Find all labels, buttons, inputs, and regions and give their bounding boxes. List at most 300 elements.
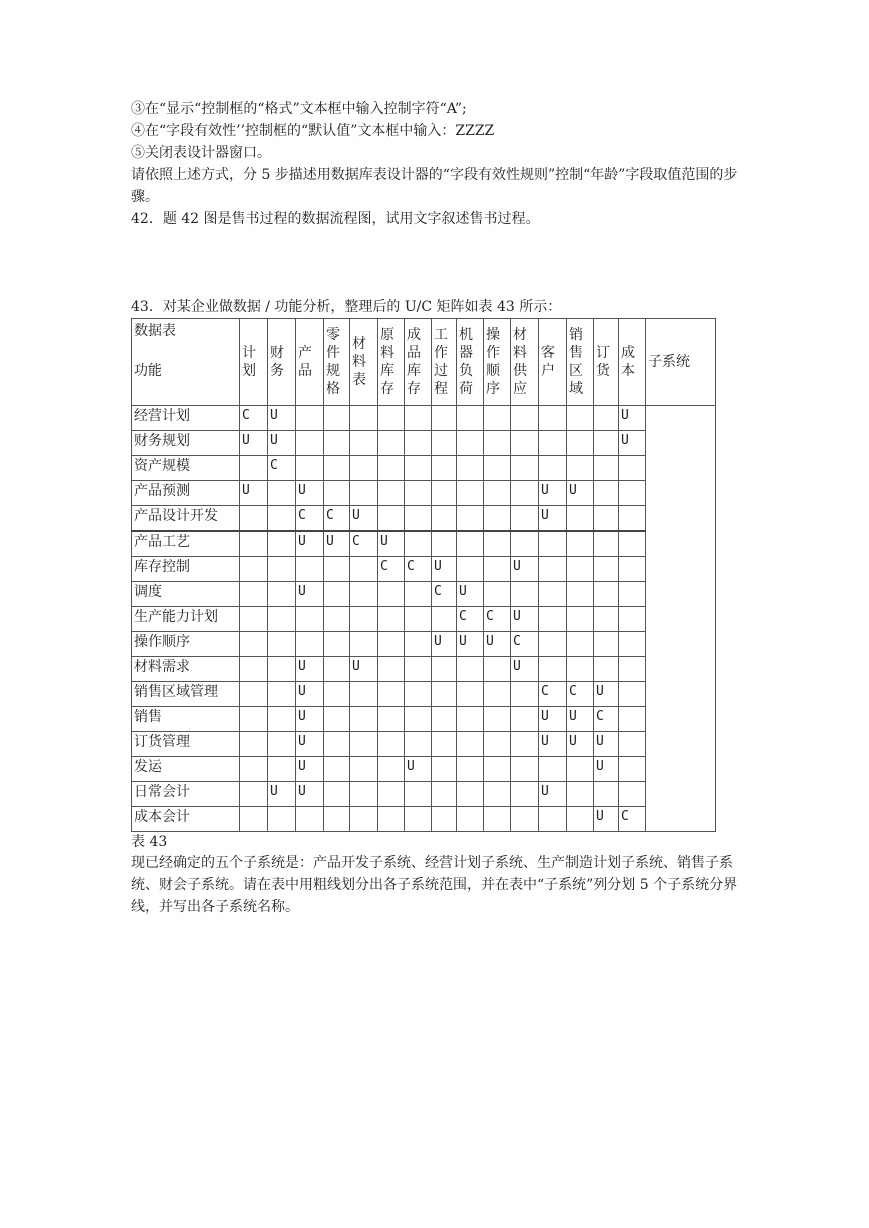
uc-cell — [567, 557, 594, 582]
column-header — [457, 319, 484, 406]
uc-cell — [378, 657, 405, 682]
uc-cell: C — [378, 557, 405, 582]
uc-cell — [457, 506, 484, 532]
uc-cell — [268, 807, 296, 832]
uc-cell — [594, 557, 619, 582]
uc-cell — [432, 757, 457, 782]
uc-cell — [378, 757, 405, 782]
uc-cell — [457, 707, 484, 732]
uc-cell — [350, 807, 378, 832]
column-header — [324, 319, 350, 406]
table-row — [132, 481, 716, 506]
uc-cell: C — [619, 807, 646, 832]
uc-cell: U — [567, 732, 594, 757]
uc-cell — [324, 632, 350, 657]
table-row — [132, 582, 716, 607]
uc-cell — [240, 707, 268, 732]
uc-cell: C — [539, 682, 567, 707]
uc-cell: U — [619, 406, 646, 431]
uc-cell — [268, 481, 296, 506]
uc-cell — [324, 707, 350, 732]
document-page — [131, 98, 751, 918]
uc-cell — [350, 782, 378, 807]
function-name-cell: 调度 — [132, 582, 240, 607]
uc-cell — [539, 531, 567, 557]
uc-cell — [378, 506, 405, 532]
uc-cell — [350, 557, 378, 582]
uc-cell — [457, 807, 484, 832]
uc-cell: C — [405, 557, 432, 582]
column-header — [268, 319, 296, 406]
table-header-row — [132, 319, 716, 406]
uc-cell — [511, 582, 539, 607]
uc-cell — [567, 531, 594, 557]
table-row — [132, 406, 716, 431]
uc-matrix-table — [131, 318, 716, 832]
uc-cell: U — [594, 757, 619, 782]
uc-cell — [296, 607, 324, 632]
uc-cell — [619, 782, 646, 807]
uc-cell — [539, 557, 567, 582]
uc-cell: U — [240, 481, 268, 506]
uc-cell — [268, 757, 296, 782]
function-name-cell: 日常会计 — [132, 782, 240, 807]
uc-cell — [594, 506, 619, 532]
uc-cell — [484, 657, 511, 682]
uc-cell — [511, 406, 539, 431]
uc-cell: C — [240, 406, 268, 431]
uc-cell — [405, 707, 432, 732]
corner-bottom-label: 功能 — [134, 363, 162, 379]
step-5-line: ⑤关闭表设计器窗口。 — [131, 145, 271, 161]
uc-cell: U — [539, 506, 567, 532]
uc-cell — [484, 531, 511, 557]
uc-cell — [378, 431, 405, 456]
column-header — [378, 319, 405, 406]
spacer — [131, 230, 751, 296]
table-row — [132, 682, 716, 707]
column-header — [619, 319, 646, 406]
function-name-cell: 产品设计开发 — [132, 506, 240, 532]
uc-cell — [268, 632, 296, 657]
uc-cell: U — [539, 732, 567, 757]
uc-cell — [405, 682, 432, 707]
uc-cell — [324, 782, 350, 807]
uc-cell — [484, 682, 511, 707]
question-42: 42．题 42 图是售书过程的数据流程图，试用文字叙述售书过程。 — [131, 211, 540, 227]
uc-cell: U — [484, 632, 511, 657]
uc-cell: U — [457, 582, 484, 607]
function-name-cell: 订货管理 — [132, 732, 240, 757]
table-row — [132, 607, 716, 632]
uc-cell: U — [296, 481, 324, 506]
uc-cell — [405, 456, 432, 481]
column-header — [567, 319, 594, 406]
uc-cell — [324, 757, 350, 782]
question-43: 43．对某企业做数据 / 功能分析，整理后的 U/C 矩阵如表 43 所示： — [131, 299, 562, 315]
uc-cell — [296, 557, 324, 582]
uc-cell — [567, 431, 594, 456]
uc-cell: U — [567, 481, 594, 506]
uc-cell — [378, 707, 405, 732]
table-row — [132, 632, 716, 657]
uc-cell: U — [296, 682, 324, 707]
column-header-label: 销售区域 — [569, 327, 583, 397]
instruction-paragraph: 请依照上述方式，分 5 步描述用数据库表设计器的“字段有效性规则”控制“年龄”字段取值范围的步骤。 — [131, 167, 738, 205]
uc-cell — [484, 557, 511, 582]
uc-cell — [324, 557, 350, 582]
uc-cell — [350, 456, 378, 481]
uc-cell: C — [484, 607, 511, 632]
function-name-cell: 财务规划 — [132, 431, 240, 456]
uc-cell — [594, 782, 619, 807]
uc-cell — [432, 531, 457, 557]
uc-cell — [324, 607, 350, 632]
uc-cell — [619, 582, 646, 607]
uc-cell — [457, 431, 484, 456]
uc-cell — [240, 531, 268, 557]
uc-cell — [378, 481, 405, 506]
uc-cell — [268, 531, 296, 557]
uc-cell — [484, 732, 511, 757]
uc-cell — [567, 506, 594, 532]
uc-cell — [484, 506, 511, 532]
table-row — [132, 531, 716, 557]
function-name-cell: 产品工艺 — [132, 531, 240, 557]
uc-cell: C — [350, 531, 378, 557]
uc-cell — [457, 757, 484, 782]
uc-cell — [457, 481, 484, 506]
uc-cell: U — [594, 807, 619, 832]
uc-cell — [539, 757, 567, 782]
column-header — [240, 319, 268, 406]
function-name-cell: 成本会计 — [132, 807, 240, 832]
uc-cell — [457, 682, 484, 707]
uc-cell — [594, 431, 619, 456]
uc-cell: U — [619, 431, 646, 456]
uc-cell: U — [350, 506, 378, 532]
table-row — [132, 707, 716, 732]
uc-cell: U — [268, 431, 296, 456]
uc-cell — [594, 481, 619, 506]
uc-cell — [296, 632, 324, 657]
function-name-cell: 资产规模 — [132, 456, 240, 481]
uc-cell — [511, 531, 539, 557]
uc-cell — [511, 431, 539, 456]
uc-cell — [268, 682, 296, 707]
uc-cell: U — [594, 732, 619, 757]
uc-cell — [296, 406, 324, 431]
uc-cell — [539, 607, 567, 632]
uc-cell — [350, 431, 378, 456]
function-name-cell: 生产能力计划 — [132, 607, 240, 632]
column-header-label: 订货 — [596, 345, 610, 379]
uc-cell — [619, 732, 646, 757]
uc-cell — [378, 456, 405, 481]
uc-cell — [432, 682, 457, 707]
uc-cell — [240, 807, 268, 832]
uc-cell: C — [511, 632, 539, 657]
uc-cell — [324, 682, 350, 707]
uc-cell: U — [296, 707, 324, 732]
uc-cell — [350, 682, 378, 707]
uc-cell: C — [268, 456, 296, 481]
uc-cell: C — [594, 707, 619, 732]
uc-cell — [350, 607, 378, 632]
column-header-label: 财务 — [270, 345, 284, 379]
uc-cell — [405, 782, 432, 807]
uc-cell — [457, 456, 484, 481]
uc-cell — [594, 607, 619, 632]
table-row — [132, 557, 716, 582]
uc-cell — [405, 632, 432, 657]
uc-cell — [594, 632, 619, 657]
column-header — [539, 319, 567, 406]
column-header-label: 原料库存 — [380, 327, 394, 397]
uc-cell: U — [324, 531, 350, 557]
uc-cell — [240, 607, 268, 632]
uc-cell — [240, 506, 268, 532]
uc-cell — [539, 406, 567, 431]
uc-cell — [296, 807, 324, 832]
column-header-label: 材料供应 — [513, 327, 527, 397]
uc-cell: U — [268, 406, 296, 431]
uc-cell — [457, 732, 484, 757]
uc-cell — [324, 406, 350, 431]
uc-cell — [432, 657, 457, 682]
uc-cell — [240, 682, 268, 707]
column-header-label: 操作顺序 — [486, 327, 500, 397]
column-header-label: 机器负荷 — [459, 327, 473, 397]
uc-cell: U — [240, 431, 268, 456]
column-header-label: 计划 — [242, 345, 256, 379]
uc-cell — [405, 732, 432, 757]
function-name-cell: 发运 — [132, 757, 240, 782]
uc-cell — [405, 431, 432, 456]
uc-cell — [619, 506, 646, 532]
uc-cell — [511, 481, 539, 506]
table-row — [132, 807, 716, 832]
step-4-line: ④在“字段有效性’’控制框的“默认值”文本框中输入：ZZZZ — [131, 123, 495, 139]
column-header — [405, 319, 432, 406]
uc-cell: U — [296, 531, 324, 557]
column-header-label: 成本 — [621, 345, 635, 379]
column-header — [296, 319, 324, 406]
uc-cell — [350, 582, 378, 607]
uc-cell — [457, 406, 484, 431]
function-name-cell: 产品预测 — [132, 481, 240, 506]
uc-cell — [432, 481, 457, 506]
uc-cell — [539, 431, 567, 456]
uc-cell: U — [296, 657, 324, 682]
uc-cell — [567, 632, 594, 657]
uc-cell — [484, 406, 511, 431]
uc-cell — [567, 657, 594, 682]
uc-cell — [619, 607, 646, 632]
column-header-label: 成品库存 — [407, 327, 421, 397]
uc-cell — [567, 807, 594, 832]
uc-cell — [350, 757, 378, 782]
uc-cell — [350, 707, 378, 732]
uc-cell — [484, 456, 511, 481]
uc-cell — [240, 456, 268, 481]
table-caption: 表 43 — [131, 834, 168, 850]
uc-cell — [432, 607, 457, 632]
uc-cell — [539, 807, 567, 832]
subsystem-column-header: 子系统 — [646, 319, 716, 406]
uc-cell — [268, 732, 296, 757]
column-header — [484, 319, 511, 406]
uc-cell — [378, 406, 405, 431]
uc-cell — [567, 757, 594, 782]
uc-cell — [324, 456, 350, 481]
column-header-label: 工作过程 — [434, 327, 448, 397]
uc-cell — [619, 557, 646, 582]
uc-cell — [240, 782, 268, 807]
uc-cell — [405, 406, 432, 431]
uc-cell — [539, 657, 567, 682]
table-row — [132, 657, 716, 682]
function-name-cell: 销售 — [132, 707, 240, 732]
corner-header — [132, 319, 240, 406]
uc-cell — [457, 657, 484, 682]
uc-cell: U — [511, 607, 539, 632]
uc-cell — [240, 582, 268, 607]
uc-cell — [511, 707, 539, 732]
uc-cell: U — [567, 707, 594, 732]
uc-cell — [405, 657, 432, 682]
uc-cell — [432, 807, 457, 832]
function-name-cell: 操作顺序 — [132, 632, 240, 657]
column-header — [511, 319, 539, 406]
uc-cell — [378, 782, 405, 807]
uc-cell — [457, 531, 484, 557]
uc-cell: U — [432, 557, 457, 582]
uc-cell — [484, 782, 511, 807]
uc-cell — [378, 732, 405, 757]
function-name-cell: 经营计划 — [132, 406, 240, 431]
uc-cell — [240, 732, 268, 757]
uc-cell: U — [350, 657, 378, 682]
uc-cell — [378, 632, 405, 657]
uc-cell — [511, 456, 539, 481]
uc-cell: C — [432, 582, 457, 607]
uc-cell — [296, 456, 324, 481]
uc-cell — [324, 481, 350, 506]
uc-cell — [539, 582, 567, 607]
uc-cell — [405, 807, 432, 832]
uc-cell — [594, 456, 619, 481]
table-row — [132, 757, 716, 782]
uc-cell — [484, 582, 511, 607]
uc-cell — [619, 682, 646, 707]
uc-cell: U — [511, 657, 539, 682]
uc-cell — [268, 607, 296, 632]
uc-cell — [268, 707, 296, 732]
uc-cell — [567, 406, 594, 431]
uc-cell — [378, 682, 405, 707]
uc-cell: U — [539, 481, 567, 506]
uc-cell — [405, 531, 432, 557]
uc-cell — [484, 707, 511, 732]
uc-cell — [567, 456, 594, 481]
uc-cell — [240, 557, 268, 582]
uc-cell — [539, 456, 567, 481]
column-header — [432, 319, 457, 406]
uc-cell: U — [511, 557, 539, 582]
uc-cell: U — [268, 782, 296, 807]
uc-cell: C — [457, 607, 484, 632]
uc-cell — [296, 431, 324, 456]
uc-cell: U — [405, 757, 432, 782]
uc-cell — [567, 607, 594, 632]
uc-cell — [324, 732, 350, 757]
uc-cell — [432, 506, 457, 532]
uc-cell — [619, 657, 646, 682]
uc-cell: U — [539, 782, 567, 807]
uc-cell — [405, 607, 432, 632]
table-row — [132, 732, 716, 757]
uc-cell — [511, 506, 539, 532]
column-header-label: 产品 — [298, 345, 312, 379]
column-header-label: 零件规格 — [326, 327, 340, 397]
table-row — [132, 506, 716, 532]
function-name-cell: 材料需求 — [132, 657, 240, 682]
uc-cell — [619, 757, 646, 782]
column-header — [350, 319, 378, 406]
table-row — [132, 782, 716, 807]
uc-cell: C — [324, 506, 350, 532]
uc-cell: C — [296, 506, 324, 532]
uc-cell — [539, 632, 567, 657]
column-header-label: 客户 — [541, 345, 555, 379]
uc-cell — [567, 582, 594, 607]
uc-cell — [268, 557, 296, 582]
uc-cell — [567, 782, 594, 807]
uc-cell — [457, 782, 484, 807]
uc-cell — [240, 657, 268, 682]
uc-cell: U — [296, 732, 324, 757]
uc-cell — [484, 757, 511, 782]
uc-cell: U — [296, 757, 324, 782]
uc-cell — [511, 757, 539, 782]
uc-cell — [324, 657, 350, 682]
uc-cell — [619, 632, 646, 657]
uc-cell: U — [296, 782, 324, 807]
uc-cell — [594, 657, 619, 682]
uc-cell: U — [539, 707, 567, 732]
uc-cell — [432, 707, 457, 732]
uc-cell — [324, 431, 350, 456]
uc-cell — [432, 456, 457, 481]
uc-cell — [324, 807, 350, 832]
uc-cell — [378, 807, 405, 832]
function-name-cell: 库存控制 — [132, 557, 240, 582]
uc-cell — [350, 481, 378, 506]
uc-cell — [484, 481, 511, 506]
uc-cell — [594, 531, 619, 557]
uc-cell — [457, 557, 484, 582]
uc-cell — [378, 607, 405, 632]
column-header-label: 材料表 — [352, 336, 366, 388]
uc-cell — [268, 582, 296, 607]
corner-top-label: 数据表 — [134, 323, 176, 339]
uc-cell — [432, 431, 457, 456]
uc-cell: U — [457, 632, 484, 657]
uc-cell: U — [296, 582, 324, 607]
uc-cell — [405, 506, 432, 532]
uc-cell — [268, 657, 296, 682]
